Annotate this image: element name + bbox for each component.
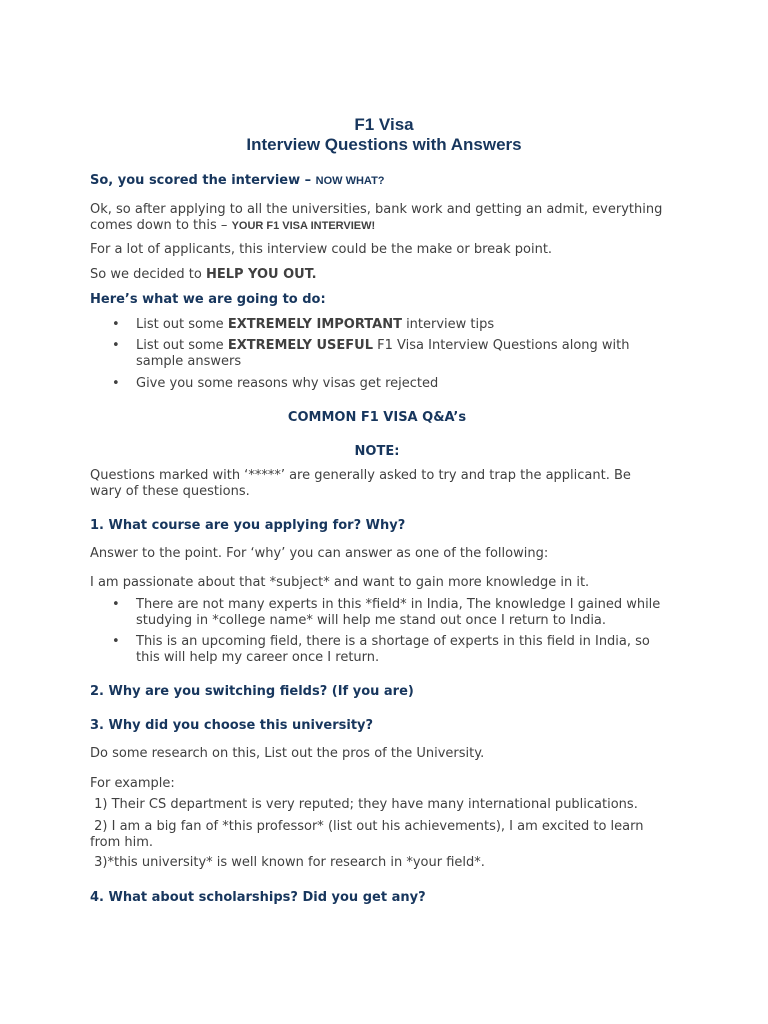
plan-item-1-pre: List out some (136, 317, 228, 332)
q3-heading: 3. Why did you choose this university? (90, 718, 374, 733)
bullet-icon: • (112, 338, 120, 353)
q1-line-1: Answer to the point. For ‘why’ you can answer as one of the following: (90, 546, 549, 561)
q1-bullet-2-text: This is an upcoming field, there is a shortage of experts in this field in India, so this will help my career once I return. (136, 634, 650, 665)
intro-paragraph-3-pre: So we decided to (90, 267, 206, 282)
plan-item-1-bold: EXTREMELY IMPORTANT (227, 317, 402, 332)
plan-item-2-post: F1 Visa Interview Questions along with sample answers (136, 338, 630, 369)
document-title: F1 Visa (354, 115, 414, 134)
intro-paragraph-3 (90, 267, 664, 283)
note-text: Questions marked with ‘*****’ are generally asked to try and trap the applicant. Be wary of these questions. (90, 468, 631, 499)
intro-heading-tail: NOW WHAT? (315, 175, 385, 187)
intro-paragraph-2: For a lot of applicants, this interview could be the make or break point. (90, 242, 553, 257)
q3-line-1: Do some research on this, List out the pros of the University. (90, 746, 485, 761)
q2-heading: 2. Why are you switching fields? (If you are) (90, 684, 414, 699)
plan-item-1-post: interview tips (401, 317, 495, 332)
q3-example-2: 2) I am a big fan of *this professor* (list out his achievements), I am excited to learn from him. (90, 819, 648, 850)
q3-line-2: For example: (90, 776, 175, 791)
plan-item-2-bold: EXTREMELY USEFUL (227, 338, 374, 353)
q1-bullet-1-text: There are not many experts in this *field* in India, The knowledge I gained while studying in *college name* will help me stand out once I return to India. (136, 597, 661, 628)
intro-paragraph-3-bold: HELP YOU OUT. (205, 267, 317, 282)
plan-list-item (90, 376, 664, 392)
q1-bullet-list (90, 597, 664, 666)
note-heading: NOTE: (354, 444, 400, 459)
q1-bullet-item (90, 634, 664, 666)
common-qa-heading: COMMON F1 VISA Q&A’s (287, 410, 467, 425)
bullet-icon: • (112, 317, 120, 332)
plan-item-3-text: Give you some reasons why visas get rejected (136, 376, 439, 391)
q1-bullet-item (90, 597, 664, 629)
plan-list-item (90, 317, 664, 333)
bullet-icon: • (112, 597, 120, 612)
intro-paragraph-1-tail: YOUR F1 VISA INTERVIEW! (231, 220, 376, 232)
q1-line-2: I am passionate about that *subject* and want to gain more knowledge in it. (90, 575, 590, 590)
document-subtitle: Interview Questions with Answers (246, 135, 522, 154)
bullet-icon: • (112, 376, 120, 391)
q3-example-1: 1) Their CS department is very reputed; they have many international publications. (90, 797, 638, 812)
plan-heading: Here’s what we are going to do: (90, 292, 326, 307)
q1-heading: 1. What course are you applying for? Why? (90, 518, 406, 533)
intro-paragraph-1-text: Ok, so after applying to all the universities, bank work and getting an admit, everything comes down to this – (90, 202, 663, 233)
q4-heading: 4. What about scholarships? Did you get any? (90, 890, 426, 905)
intro-heading (90, 173, 664, 189)
plan-list (90, 317, 664, 392)
plan-list-item (90, 338, 664, 370)
intro-heading-main: So, you scored the interview – (90, 173, 312, 188)
plan-item-2-pre: List out some (136, 338, 228, 353)
q3-example-3: 3)*this university* is well known for research in *your field*. (90, 855, 485, 870)
intro-paragraph-1 (90, 202, 664, 234)
bullet-icon: • (112, 634, 120, 649)
